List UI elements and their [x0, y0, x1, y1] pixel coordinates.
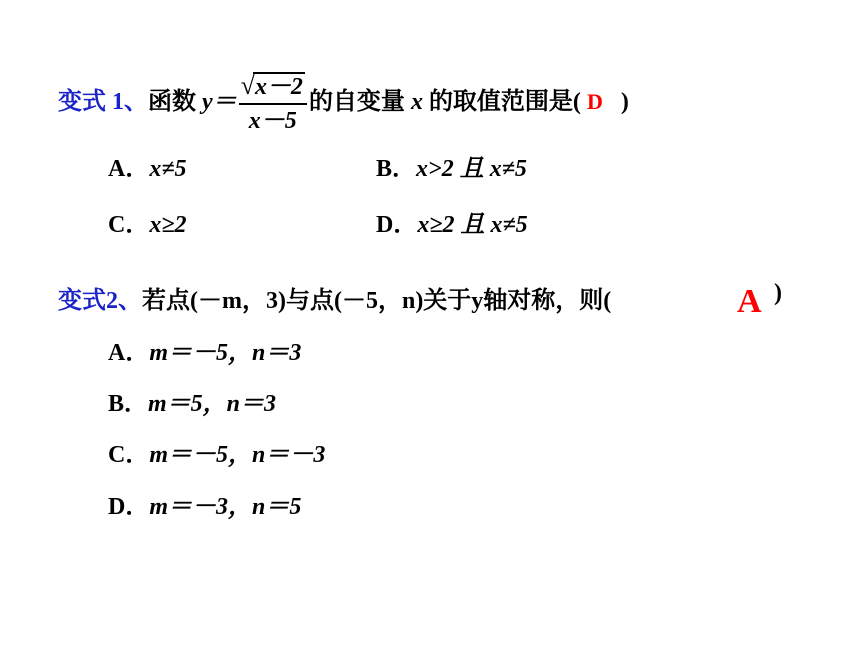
question-1-func-word: 函数 [148, 89, 196, 116]
question-2-label: 变式2、 [58, 288, 142, 314]
option-text: m＝－5，n＝3 [149, 340, 302, 366]
option-letter: D． [376, 212, 418, 238]
q2-option-b [108, 383, 276, 418]
option-letter: A． [108, 156, 150, 182]
q1-option-d [376, 204, 528, 239]
option-text: x≥2 [149, 212, 187, 238]
fraction-denominator: x－5 [248, 108, 297, 134]
option-text: x>2 且 x≠5 [416, 156, 527, 182]
option-text: x≠5 [149, 156, 187, 182]
question-1-variable: x [410, 89, 423, 116]
q2-option-a [108, 332, 301, 367]
question-2-text: 若点(－m，3)与点(－5，n)关于y轴对称，则( [142, 288, 612, 314]
q1-option-b [376, 148, 527, 183]
option-text: m＝－5，n＝－3 [149, 442, 326, 468]
question-1-lhs: y＝ [202, 89, 237, 116]
q1-option-a [108, 148, 187, 183]
question-1-text-after: 的自变量 [308, 89, 405, 116]
question-2-close-paren: ) [774, 280, 782, 306]
q1-option-c [108, 204, 187, 239]
question-1-answer: D [586, 89, 603, 115]
option-letter: B． [376, 156, 417, 182]
sqrt-icon: √ [240, 71, 255, 100]
option-letter: A． [108, 340, 150, 366]
fraction-numerator [239, 71, 307, 105]
radicand: x－2 [254, 74, 303, 100]
question-1-stem [58, 71, 629, 136]
option-letter: C． [108, 442, 150, 468]
option-text: x≥2 且 x≠5 [417, 212, 528, 238]
question-1-close-paren: ) [620, 89, 629, 116]
option-letter: B． [108, 391, 149, 417]
question-2-answer: A [737, 283, 762, 320]
option-text: m＝－3，n＝5 [149, 494, 302, 520]
question-1-fraction [239, 71, 307, 136]
question-2-stem [58, 280, 611, 315]
option-text: m＝5，n＝3 [148, 391, 277, 417]
option-letter: C． [108, 212, 150, 238]
q2-option-c [108, 434, 325, 469]
option-letter: D． [108, 494, 150, 520]
question-1-label: 变式 1、 [58, 89, 148, 116]
q2-option-d [108, 486, 301, 521]
question-1-range-text: 的取值范围是( [428, 89, 581, 116]
